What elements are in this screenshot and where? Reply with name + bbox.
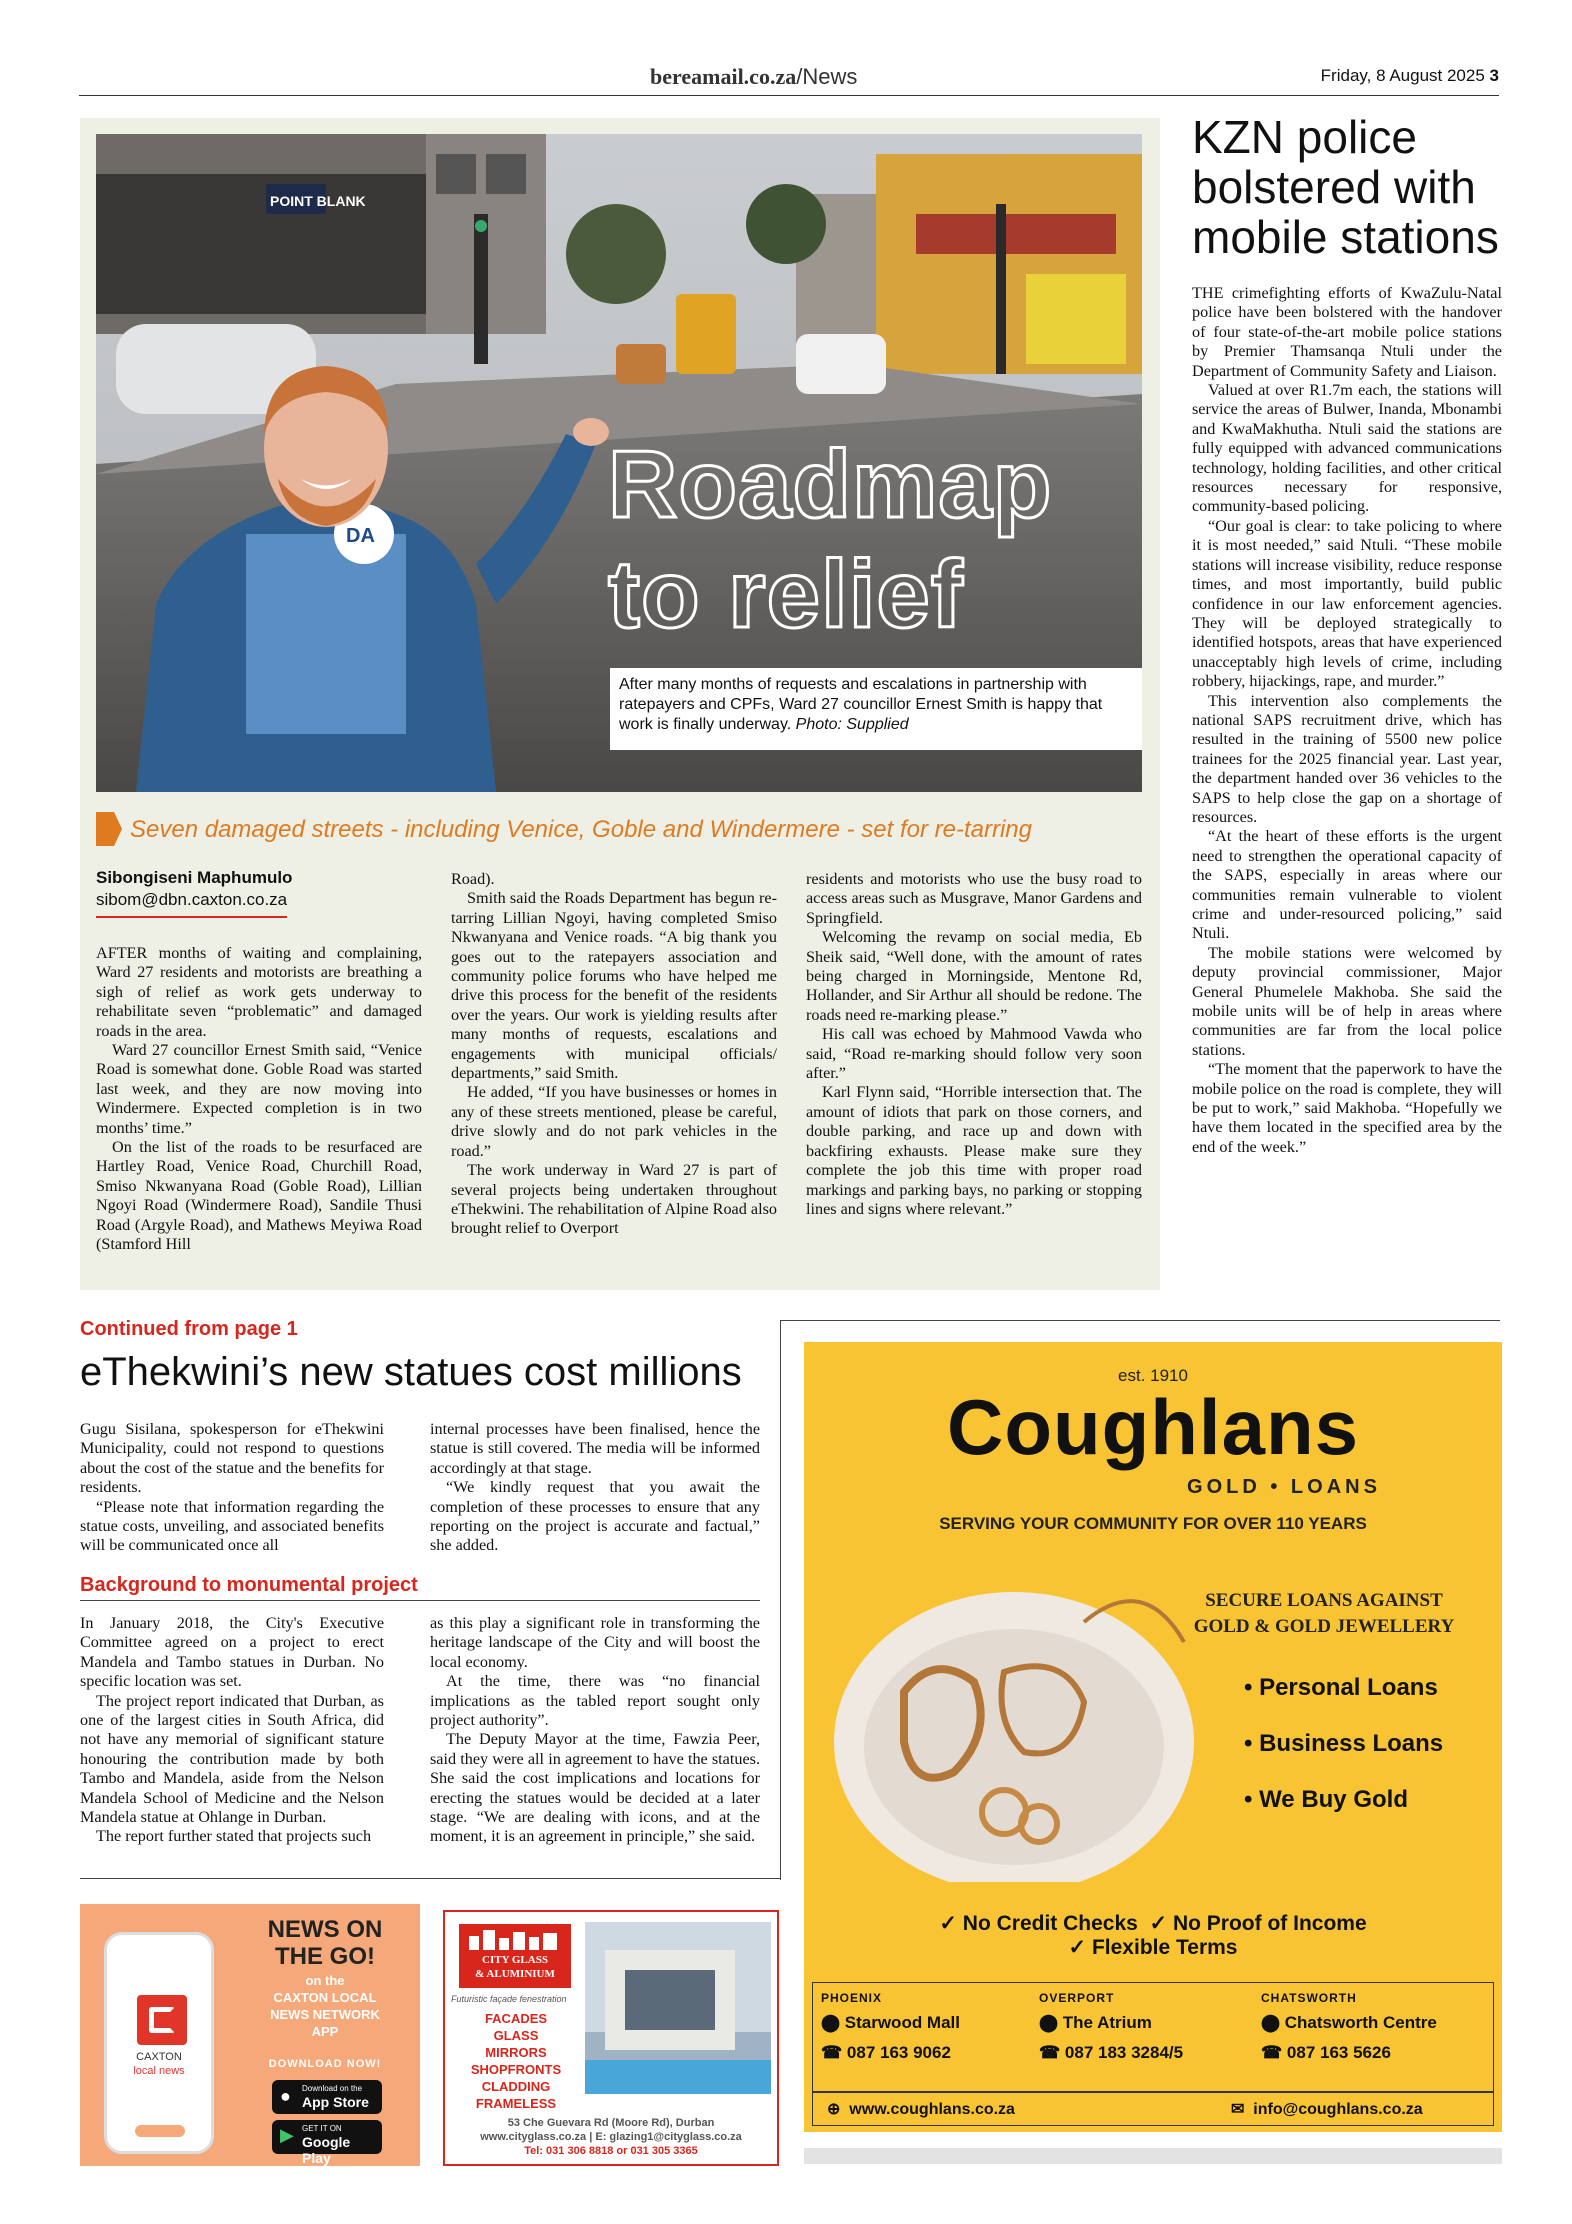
paragraph: The Deputy Mayor at the time, Fawzia Peer, said they were all in agreement to have the statues. She said the cost implications and locations for erecting the statues would be decided at a later stage. “We are dealing with icons, and at the moment, it is an agreement in principle,” she said.: [430, 1730, 760, 1846]
photo-caption: [610, 668, 1142, 750]
ad-headline: NEWS ON THE GO!: [267, 1916, 383, 1970]
coughlans-serving: SERVING YOUR COMMUNITY FOR OVER 110 YEARS: [939, 1514, 1367, 1533]
paragraph: “Please note that information regarding the statue costs, unveiling, and associated benefits will be communicated once all: [80, 1497, 384, 1555]
google-play-button[interactable]: ▶ GET IT ON Google Play: [272, 2120, 382, 2154]
ad-bottom-band: [804, 2148, 1502, 2164]
skyline-icon: [459, 1928, 571, 1950]
photo-headline: [608, 430, 1052, 650]
branch-overport: OVERPORT ⬤ The Atrium ☎ 087 183 3284/5: [1039, 1991, 1184, 2062]
bullet-icon: •: [1244, 1786, 1253, 1813]
check-icon: ✓: [1149, 1912, 1168, 1935]
branch-chatsworth: CHATSWORTH ⬤ Chatsworth Centre ☎ 087 163 5626: [1261, 1991, 1437, 2062]
headline-line: KZN police: [1192, 111, 1417, 163]
story2-body: [1192, 284, 1502, 1157]
paragraph: as this play a significant role in transforming the heritage landscape of the City and will boost the local economy.: [430, 1614, 760, 1671]
caxton-logo-icon: [137, 1995, 187, 2045]
coughlans-checks: ✓ No Credit Checks ✓ No Proof of Income ✓ Flexible Terms: [939, 1912, 1367, 1959]
phone-mockup: [104, 1932, 214, 2154]
story3-column-2: [430, 1420, 760, 1556]
background-column-2: [430, 1614, 760, 1847]
ad-caxton-app[interactable]: [80, 1904, 420, 2166]
app-store-button[interactable]: ● Download on the App Store: [272, 2080, 382, 2114]
paragraph: Valued at over R1.7m each, the stations will service the areas of Bulwer, Inanda, Mbonambi and KwaMakhutha. Ntuli said the stations are fully equipped with advanced communications technology, holding facilities, and other critical resources necessary for responsive, community-based policing.: [1192, 381, 1502, 516]
kicker-text: Seven damaged streets - including Venice, Goble and Windermere - set for re-tarring: [130, 816, 1033, 843]
house-illustration: [585, 1922, 771, 2094]
paragraph: internal processes have been finalised, hence the statue is still covered. The media will be informed accordingly at that stage.: [430, 1420, 760, 1477]
paragraph: The mobile stations were welcomed by deputy provincial commissioner, Major General Phumelele Makhoba. She said the mobile units will be of help in areas where communities are far from the local police stations.: [1192, 943, 1502, 1059]
story3-headline: eThekwini’s new statues cost millions: [80, 1350, 742, 1394]
phone-icon: ☎: [1039, 2043, 1061, 2062]
services-list: FACADES GLASS MIRRORS SHOPFRONTS CLADDING FRAMELESS: [470, 2011, 562, 2111]
dateline: [1321, 66, 1499, 86]
check-icon: ✓: [1068, 1936, 1087, 1959]
paragraph: At the time, there was “no financial implications as the tabled report sought only project authority”.: [430, 1672, 760, 1730]
photo-headline-line1: Roadmap: [608, 431, 1053, 538]
caption-text: After many months of requests and escalations in partnership with ratepayers and CPFs, Ward 27 councillor Ernest Smith is happy that work is finally underway.: [619, 676, 1103, 733]
byline-email[interactable]: sibom@dbn.caxton.co.za: [96, 890, 287, 918]
location-pin-icon: ⬤: [1039, 2013, 1059, 2032]
bullet-item: • Personal Loans: [1244, 1674, 1438, 1701]
shop-sign: POINT BLANK: [270, 193, 366, 209]
paragraph: THE crimefighting efforts of KwaZulu-Natal police have been bolstered with the handover of four state-of-the-art mobile police stations by Premier Thamsanqa Ntuli under the Department of Community Safety and Liaison.: [1192, 284, 1502, 380]
story1-column-1: [96, 944, 422, 1255]
kicker-arrow-icon: [96, 812, 122, 846]
coughlans-bullets: [1244, 1660, 1494, 1828]
phone-logo-text: CAXTON: [136, 2051, 182, 2063]
paragraph: He added, “If you have businesses or homes in any of these streets mentioned, please be careful, drive slowly and do not park vehicles in the road.”: [451, 1083, 777, 1160]
bullet-icon: •: [1244, 1674, 1253, 1701]
bullet-icon: •: [1244, 1730, 1253, 1757]
subhead-background: Background to monumental project: [80, 1574, 760, 1601]
date: Friday, 8 August 2025: [1320, 66, 1485, 85]
paragraph: AFTER months of waiting and complaining, Ward 27 residents and motorists are breathing a sigh of relief as work gets underway to rehabilitate seven “problematic” and damaged roads in the area.: [96, 944, 422, 1040]
section-name: /News: [796, 64, 858, 89]
page-number: 3: [1489, 66, 1499, 85]
divider: [813, 2091, 1493, 2093]
download-now-label: DOWNLOAD NOW!: [268, 2058, 382, 2070]
jewellery-bowl-illustration: [824, 1562, 1204, 1882]
check-icon: ✓: [939, 1912, 957, 1935]
paragraph: This intervention also complements the national SAPS recruitment drive, which has resulted in the training of 5500 new police trainees for the 2025 financial year. Last year, the department handed over 36 vehicles to the SAPS to help close the gap on a shortage of resources.: [1192, 691, 1502, 826]
divider: [780, 1320, 1500, 1321]
phone-logo-sub: local news: [133, 2065, 185, 2077]
city-glass-contact: 53 Che Guevara Rd (Moore Rd), Durban www.cityglass.co.za | E: glazing1@cityglass.co.za Tel: 031 306 8818 or 031 305 3365: [480, 2117, 742, 2157]
coughlans-branches: [812, 1982, 1494, 2126]
story1-column-2: [451, 870, 777, 1239]
city-glass-tagline: Futuristic façade fenestration: [451, 1994, 567, 2004]
branch-phoenix: PHOENIX ⬤ Starwood Mall ☎ 087 163 9062: [821, 1991, 960, 2062]
ad-coughlans[interactable]: [804, 1342, 1502, 2132]
divider: [80, 1878, 780, 1879]
photo-headline-line2: to relief: [608, 541, 964, 648]
paragraph: “At the heart of these efforts is the urgent need to strengthen the operational capacity of the SAPS, especially in areas where our communities remain vulnerable to violent crime and under-resourced policing,” said Ntuli.: [1192, 827, 1502, 943]
headline-line: bolstered with: [1192, 161, 1476, 213]
paragraph: Welcoming the revamp on social media, Eb Sheik said, “Well done, with the amount of rates being charged in Morningside, Mentone Rd, Hollander, and Sir Arthur all should be redone. The roads need re-marking please.”: [806, 928, 1142, 1024]
caption-credit: Photo: Supplied: [795, 716, 909, 733]
continued-label: Continued from page 1: [80, 1318, 298, 1340]
phone-icon: ☎: [821, 2043, 843, 2062]
coughlans-est: est. 1910: [1118, 1366, 1188, 1385]
coughlans-brand: Coughlans: [947, 1383, 1359, 1471]
paragraph: Smith said the Roads Department has begun re-tarring Lillian Ngoyi, having completed Smiso Nkwanyana and Venice roads. “A big thank you goes out to the ratepayers association and community police forums who have helped me drive this process for the benefit of the residents over the years. Our work is yielding results after many months of requests, escalations and engagements with municipal officials/ departments,” said Smith.: [451, 889, 777, 1083]
globe-icon: ⊕: [827, 2101, 841, 2118]
paragraph: The work underway in Ward 27 is part of several projects being undertaken throughout eThekwini. The rehabilitation of Alpine Road also brought relief to Overport: [451, 1161, 777, 1238]
paragraph: In January 2018, the City's Executive Committee agreed on a project to erect Mandela and Tambo statues in Durban. No specific location was set.: [80, 1614, 384, 1691]
paragraph: Karl Flynn said, “Horrible intersection that. The amount of idiots that park on those corners, and double parking, and race up and down with backfiring exhausts. Please make sure they complete the job this time with proper road markings and parking bays, no parking or stopping lines and signs where relevant.”: [806, 1083, 1142, 1218]
paragraph: “We kindly request that you await the completion of these processes to ensure that any reporting on the project is accurate and factual,” she added.: [430, 1478, 760, 1555]
paragraph: residents and motorists who use the busy road to access areas such as Musgrave, Manor Gardens and Springfield.: [806, 870, 1142, 927]
paragraph: The report further stated that projects such: [96, 1827, 372, 1846]
divider: [780, 1320, 781, 1880]
ad-city-glass[interactable]: [443, 1910, 779, 2166]
paragraph: Ward 27 councillor Ernest Smith said, “Venice Road is somewhat done. Goble Road was started last week, and they are now moving into Windermere. Expected completion is in two months’ time.”: [96, 1041, 422, 1137]
coughlans-web[interactable]: ⊕ www.coughlans.co.za: [827, 2101, 1015, 2118]
background-column-1: [80, 1614, 384, 1847]
bullet-item: • Business Loans: [1244, 1730, 1444, 1757]
paragraph: On the list of the roads to be resurfaced are Hartley Road, Venice Road, Churchill Road, Smiso Nkwanyana Road (Goble Road), Lillian Ngoyi Road (Windermere Road), Sandile Thusi Road (Argyle Road), and Mathews Meyiwa Road (Stamford Hill: [96, 1138, 422, 1254]
coughlans-email[interactable]: ✉ info@coughlans.co.za: [1231, 2101, 1423, 2118]
ad-subline: on the CAXTON LOCAL NEWS NETWORK APP: [270, 1973, 380, 2039]
location-pin-icon: ⬤: [1261, 2013, 1281, 2032]
paragraph: The project report indicated that Durban, as one of the largest cities in South Africa, did not have any memorial of significant stature honouring the contribution made by both Tambo and Mandela, aside from the Nelson Mandela School of Medicine and the Nelson Mandela statue at Ohlange in Durban.: [80, 1691, 384, 1827]
paragraph: Gugu Sisilana, spokesperson for eThekwini Municipality, could not respond to questions about the cost of the statue and the benefits for residents.: [80, 1420, 384, 1497]
paragraph: Road).: [451, 870, 495, 888]
phone-button: [135, 2125, 185, 2137]
apple-icon: ●: [280, 2086, 291, 2106]
story2-headline: [1192, 112, 1499, 262]
coughlans-sub: GOLD • LOANS: [1187, 1476, 1381, 1498]
mail-icon: ✉: [1231, 2101, 1245, 2118]
shirt-text: DA: [346, 525, 375, 547]
paragraph: “The moment that the paperwork to have the mobile police on the road is complete, they will be put to work,” said Makhoba. “Hopefully we have them located in the specified area by the end of the week.”: [1192, 1060, 1502, 1156]
paragraph: “Our goal is clear: to take policing to where it is most needed,” said Ntuli. “These mobile stations will increase visibility, reduce response times, and most importantly, build public confidence in our law enforcement agencies. They will be deployed strategically to identified hotspots, areas that have experienced unacceptably high levels of crime, including robbery, hijackings, rape, and murder.”: [1192, 516, 1502, 691]
city-glass-logo: CITY GLASS & ALUMINIUM: [459, 1924, 571, 1988]
bullet-item: • We Buy Gold: [1244, 1786, 1408, 1813]
location-pin-icon: ⬤: [821, 2013, 841, 2032]
phone-icon: ☎: [1261, 2043, 1283, 2062]
site-name[interactable]: bereamail.co.za/News: [650, 64, 858, 89]
play-icon: ▶: [280, 2125, 294, 2145]
branch-row: [813, 1983, 1493, 2091]
headline-line: mobile stations: [1192, 211, 1499, 263]
coughlans-secure: SECURE LOANS AGAINST GOLD & GOLD JEWELLERY: [1193, 1590, 1455, 1637]
story3-column-1: [80, 1420, 384, 1556]
story1-column-3: [806, 870, 1142, 1219]
byline-author: Sibongiseni Maphumulo: [96, 868, 293, 887]
paragraph: His call was echoed by Mahmood Vawda who said, “Road re-marking should follow very soon after.”: [806, 1025, 1142, 1083]
